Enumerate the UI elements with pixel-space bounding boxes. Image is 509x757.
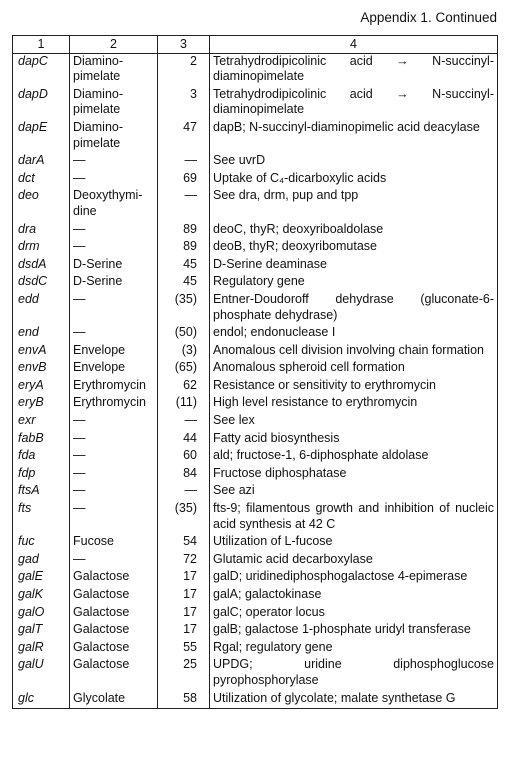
gene-cell: dsdA	[13, 257, 70, 275]
remarks-cell: deoB, thyR; deoxyribomutase	[210, 239, 498, 257]
gene-cell: dra	[13, 222, 70, 240]
phenotype-cell: —	[70, 448, 158, 466]
gene-cell: edd	[13, 292, 70, 325]
map-position-cell: (11)	[158, 395, 210, 413]
map-position-cell: 47	[158, 120, 210, 153]
remarks-cell: See lex	[210, 413, 498, 431]
remarks-cell: Regulatory gene	[210, 274, 498, 292]
map-position-cell: 45	[158, 274, 210, 292]
gene-cell: drm	[13, 239, 70, 257]
table-row	[13, 343, 498, 361]
table-row	[13, 640, 498, 658]
table-row	[13, 657, 498, 690]
table-row	[13, 292, 498, 325]
table-row	[13, 691, 498, 709]
table-row	[13, 413, 498, 431]
gene-cell: fdp	[13, 466, 70, 484]
gene-cell: eryA	[13, 378, 70, 396]
phenotype-cell: —	[70, 325, 158, 343]
table-row	[13, 274, 498, 292]
map-position-cell: 58	[158, 691, 210, 709]
map-position-cell: 45	[158, 257, 210, 275]
column-header: 4	[210, 36, 498, 54]
phenotype-cell: —	[70, 501, 158, 534]
gene-cell: fda	[13, 448, 70, 466]
phenotype-cell: Fucose	[70, 534, 158, 552]
gene-cell: deo	[13, 188, 70, 221]
remarks-cell: UPDG; uridine diphosphoglucose pyrophosphorylase	[210, 657, 498, 690]
phenotype-cell: Diamino- pimelate	[70, 87, 158, 120]
remarks-cell: galD; uridinediphosphogalactose 4-epimerase	[210, 569, 498, 587]
map-position-cell: 44	[158, 431, 210, 449]
remarks-cell: galB; galactose 1-phosphate uridyl transferase	[210, 622, 498, 640]
table-row	[13, 483, 498, 501]
remarks-cell: ald; fructose-1, 6-diphosphate aldolase	[210, 448, 498, 466]
table-row	[13, 360, 498, 378]
phenotype-cell: D-Serine	[70, 257, 158, 275]
map-position-cell: (35)	[158, 501, 210, 534]
phenotype-cell: Galactose	[70, 587, 158, 605]
remarks-cell: Tetrahydrodipicolinic acid → N-succinyl-diaminopimelate	[210, 53, 498, 87]
phenotype-cell: Galactose	[70, 622, 158, 640]
table-body	[13, 53, 498, 709]
remarks-cell: See azi	[210, 483, 498, 501]
remarks-cell: Fatty acid biosynthesis	[210, 431, 498, 449]
map-position-cell: —	[158, 188, 210, 221]
table-row	[13, 53, 498, 87]
gene-cell: envB	[13, 360, 70, 378]
column-header: 1	[13, 36, 70, 54]
table-row	[13, 222, 498, 240]
remarks-cell: galC; operator locus	[210, 605, 498, 623]
phenotype-cell: D-Serine	[70, 274, 158, 292]
remarks-cell: endol; endonuclease I	[210, 325, 498, 343]
gene-cell: galT	[13, 622, 70, 640]
phenotype-cell: —	[70, 239, 158, 257]
gene-cell: dct	[13, 171, 70, 189]
phenotype-cell: Glycolate	[70, 691, 158, 709]
map-position-cell: (3)	[158, 343, 210, 361]
map-position-cell: 17	[158, 587, 210, 605]
gene-table	[12, 35, 498, 709]
remarks-cell: See dra, drm, pup and tpp	[210, 188, 498, 221]
table-row	[13, 501, 498, 534]
table-row	[13, 466, 498, 484]
table-row	[13, 395, 498, 413]
gene-cell: dapE	[13, 120, 70, 153]
phenotype-cell: Erythromycin	[70, 395, 158, 413]
table-row	[13, 153, 498, 171]
gene-cell: envA	[13, 343, 70, 361]
remarks-cell: Utilization of L-fucose	[210, 534, 498, 552]
map-position-cell: 69	[158, 171, 210, 189]
column-header: 2	[70, 36, 158, 54]
map-position-cell: 17	[158, 622, 210, 640]
table-row	[13, 534, 498, 552]
gene-cell: fts	[13, 501, 70, 534]
map-position-cell: 55	[158, 640, 210, 658]
remarks-cell: See uvrD	[210, 153, 498, 171]
remarks-cell: Rgal; regulatory gene	[210, 640, 498, 658]
appendix-header: Appendix 1. Continued	[360, 10, 497, 25]
phenotype-cell: Diamino- pimelate	[70, 53, 158, 87]
phenotype-cell: —	[70, 466, 158, 484]
remarks-cell: D-Serine deaminase	[210, 257, 498, 275]
map-position-cell: 89	[158, 222, 210, 240]
gene-cell: galR	[13, 640, 70, 658]
remarks-cell: Anomalous spheroid cell formation	[210, 360, 498, 378]
gene-cell: exr	[13, 413, 70, 431]
table-row	[13, 448, 498, 466]
phenotype-cell: Diamino- pimelate	[70, 120, 158, 153]
table-row	[13, 257, 498, 275]
table-row	[13, 552, 498, 570]
phenotype-cell: —	[70, 153, 158, 171]
table-row	[13, 171, 498, 189]
remarks-cell: Uptake of C₄-dicarboxylic acids	[210, 171, 498, 189]
gene-cell: galO	[13, 605, 70, 623]
map-position-cell: 89	[158, 239, 210, 257]
remarks-cell: Glutamic acid decarboxylase	[210, 552, 498, 570]
map-position-cell: 54	[158, 534, 210, 552]
gene-cell: fabB	[13, 431, 70, 449]
map-position-cell: (35)	[158, 292, 210, 325]
phenotype-cell: Galactose	[70, 569, 158, 587]
map-position-cell: 17	[158, 569, 210, 587]
remarks-cell: galA; galactokinase	[210, 587, 498, 605]
phenotype-cell: —	[70, 431, 158, 449]
phenotype-cell: Envelope	[70, 360, 158, 378]
map-position-cell: —	[158, 483, 210, 501]
map-position-cell: 84	[158, 466, 210, 484]
column-header: 3	[158, 36, 210, 54]
table-row	[13, 605, 498, 623]
table-row	[13, 569, 498, 587]
map-position-cell: 25	[158, 657, 210, 690]
phenotype-cell: —	[70, 413, 158, 431]
gene-cell: darA	[13, 153, 70, 171]
map-position-cell: 2	[158, 53, 210, 87]
remarks-cell: Utilization of glycolate; malate synthetase G	[210, 691, 498, 709]
gene-cell: fuc	[13, 534, 70, 552]
remarks-cell: Entner-Doudoroff dehydrase (gluconate-6-phosphate dehydrase)	[210, 292, 498, 325]
phenotype-cell: Deoxythymi- dine	[70, 188, 158, 221]
phenotype-cell: —	[70, 292, 158, 325]
gene-cell: galU	[13, 657, 70, 690]
gene-cell: dsdC	[13, 274, 70, 292]
table-row	[13, 622, 498, 640]
table-row	[13, 188, 498, 221]
remarks-cell: Tetrahydrodipicolinic acid → N-succinyl-diaminopimelate	[210, 87, 498, 120]
remarks-cell: fts-9; filamentous growth and inhibition of nucleic acid synthesis at 42 C	[210, 501, 498, 534]
remarks-cell: dapB; N-succinyl-diaminopimelic acid deacylase	[210, 120, 498, 153]
table-row	[13, 325, 498, 343]
phenotype-cell: Envelope	[70, 343, 158, 361]
table-row	[13, 587, 498, 605]
column-header-row	[13, 36, 498, 54]
phenotype-cell: Galactose	[70, 640, 158, 658]
gene-cell: eryB	[13, 395, 70, 413]
phenotype-cell: —	[70, 171, 158, 189]
gene-cell: galE	[13, 569, 70, 587]
phenotype-cell: Galactose	[70, 605, 158, 623]
map-position-cell: —	[158, 413, 210, 431]
phenotype-cell: Erythromycin	[70, 378, 158, 396]
map-position-cell: (65)	[158, 360, 210, 378]
map-position-cell: —	[158, 153, 210, 171]
remarks-cell: Resistance or sensitivity to erythromycin	[210, 378, 498, 396]
map-position-cell: 3	[158, 87, 210, 120]
table-row	[13, 378, 498, 396]
map-position-cell: 72	[158, 552, 210, 570]
gene-cell: end	[13, 325, 70, 343]
table-row	[13, 431, 498, 449]
gene-cell: glc	[13, 691, 70, 709]
gene-cell: ftsA	[13, 483, 70, 501]
phenotype-cell: Galactose	[70, 657, 158, 690]
phenotype-cell: —	[70, 222, 158, 240]
remarks-cell: High level resistance to erythromycin	[210, 395, 498, 413]
gene-cell: galK	[13, 587, 70, 605]
map-position-cell: 60	[158, 448, 210, 466]
map-position-cell: 17	[158, 605, 210, 623]
map-position-cell: (50)	[158, 325, 210, 343]
table-row	[13, 120, 498, 153]
gene-cell: dapC	[13, 53, 70, 87]
phenotype-cell: —	[70, 552, 158, 570]
remarks-cell: Anomalous cell division involving chain formation	[210, 343, 498, 361]
phenotype-cell: —	[70, 483, 158, 501]
remarks-cell: Fructose diphosphatase	[210, 466, 498, 484]
table-row	[13, 239, 498, 257]
remarks-cell: deoC, thyR; deoxyriboaldolase	[210, 222, 498, 240]
table-row	[13, 87, 498, 120]
map-position-cell: 62	[158, 378, 210, 396]
gene-cell: dapD	[13, 87, 70, 120]
gene-cell: gad	[13, 552, 70, 570]
